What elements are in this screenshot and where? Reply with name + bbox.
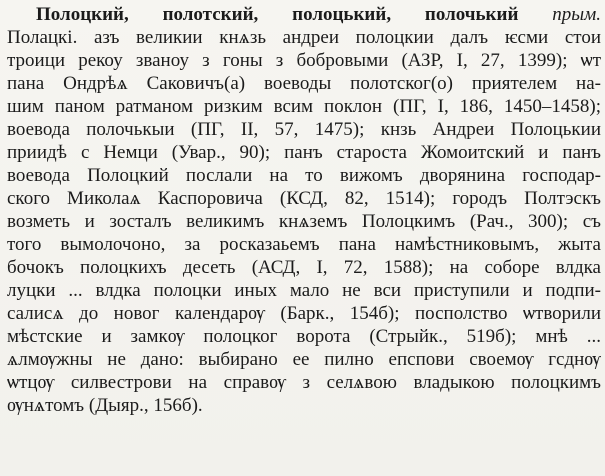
entry-line: ского Миколаѧ Каспоровича (КСД, 82, 1514); городъ Полтэскъ <box>7 188 601 209</box>
entry-line: шим паном ратманом ризким всим поклон (ПГ, І, 186, 1450–1458); <box>7 96 601 117</box>
entry-line: воевода Полоцкий послали на то вижомъ дворянина господар- <box>7 165 601 186</box>
entry-line: ѹнѧтомъ (Дыяр., 156б). <box>7 395 203 416</box>
entry-line: мѣстские и замкѹ полоцког ворота (Стрыйк., 519б); мнѣ ... <box>7 326 601 347</box>
entry-line: троици рекоу званоу з гоны з бобровыми (АЗР, І, 27, 1399); ѡт <box>7 50 601 71</box>
headword: Полоцкий, полотский, полоцький, полочький <box>36 4 519 25</box>
entry-line: приидѣ с Немци (Увар., 90); панъ староста Жомоитский и панъ <box>7 142 601 163</box>
entry-line: ѧлмѹжны не дано: выбирано ее пилно епспови своемѹ гсднѹ <box>7 349 601 370</box>
part-of-speech: прым. <box>552 4 601 25</box>
entry-line: салисѧ до новог календарѹ (Барк., 154б); посполство ѡтворили <box>7 303 601 324</box>
entry-line: бочокъ полоцкихъ десеть (АСД, І, 72, 1588); на соборе влдка <box>7 257 601 278</box>
entry-line: Полацкі. азъ великии кнѧзь андреи полоцкии далъ ѥсми стои <box>7 27 601 48</box>
entry-line-1 <box>7 3 601 26</box>
entry-line: ѡтцѹ силвестрови на справѹ з селѧвою владыкою полоцкимъ <box>7 372 601 393</box>
entry-line: луцки ... влдка полоцки иных мало не вси приступили и подпи- <box>7 280 601 301</box>
entry-line: пана Ондрѣѧ Саковичъ(а) воеводы полотског(о) приятелем на- <box>7 73 601 94</box>
entry-line: возметь и зосталъ великимъ кнѧземъ Полоцкимъ (Рач., 300); съ <box>7 211 601 232</box>
entry-line: того вымолочоно, за росказаьемъ пана намѣстниковымъ, жыта <box>7 234 601 255</box>
dictionary-entry <box>7 3 601 417</box>
entry-line: воевода полочькыи (ПГ, ІІ, 57, 1475); кнзь Андреи Полоцькии <box>7 119 601 140</box>
